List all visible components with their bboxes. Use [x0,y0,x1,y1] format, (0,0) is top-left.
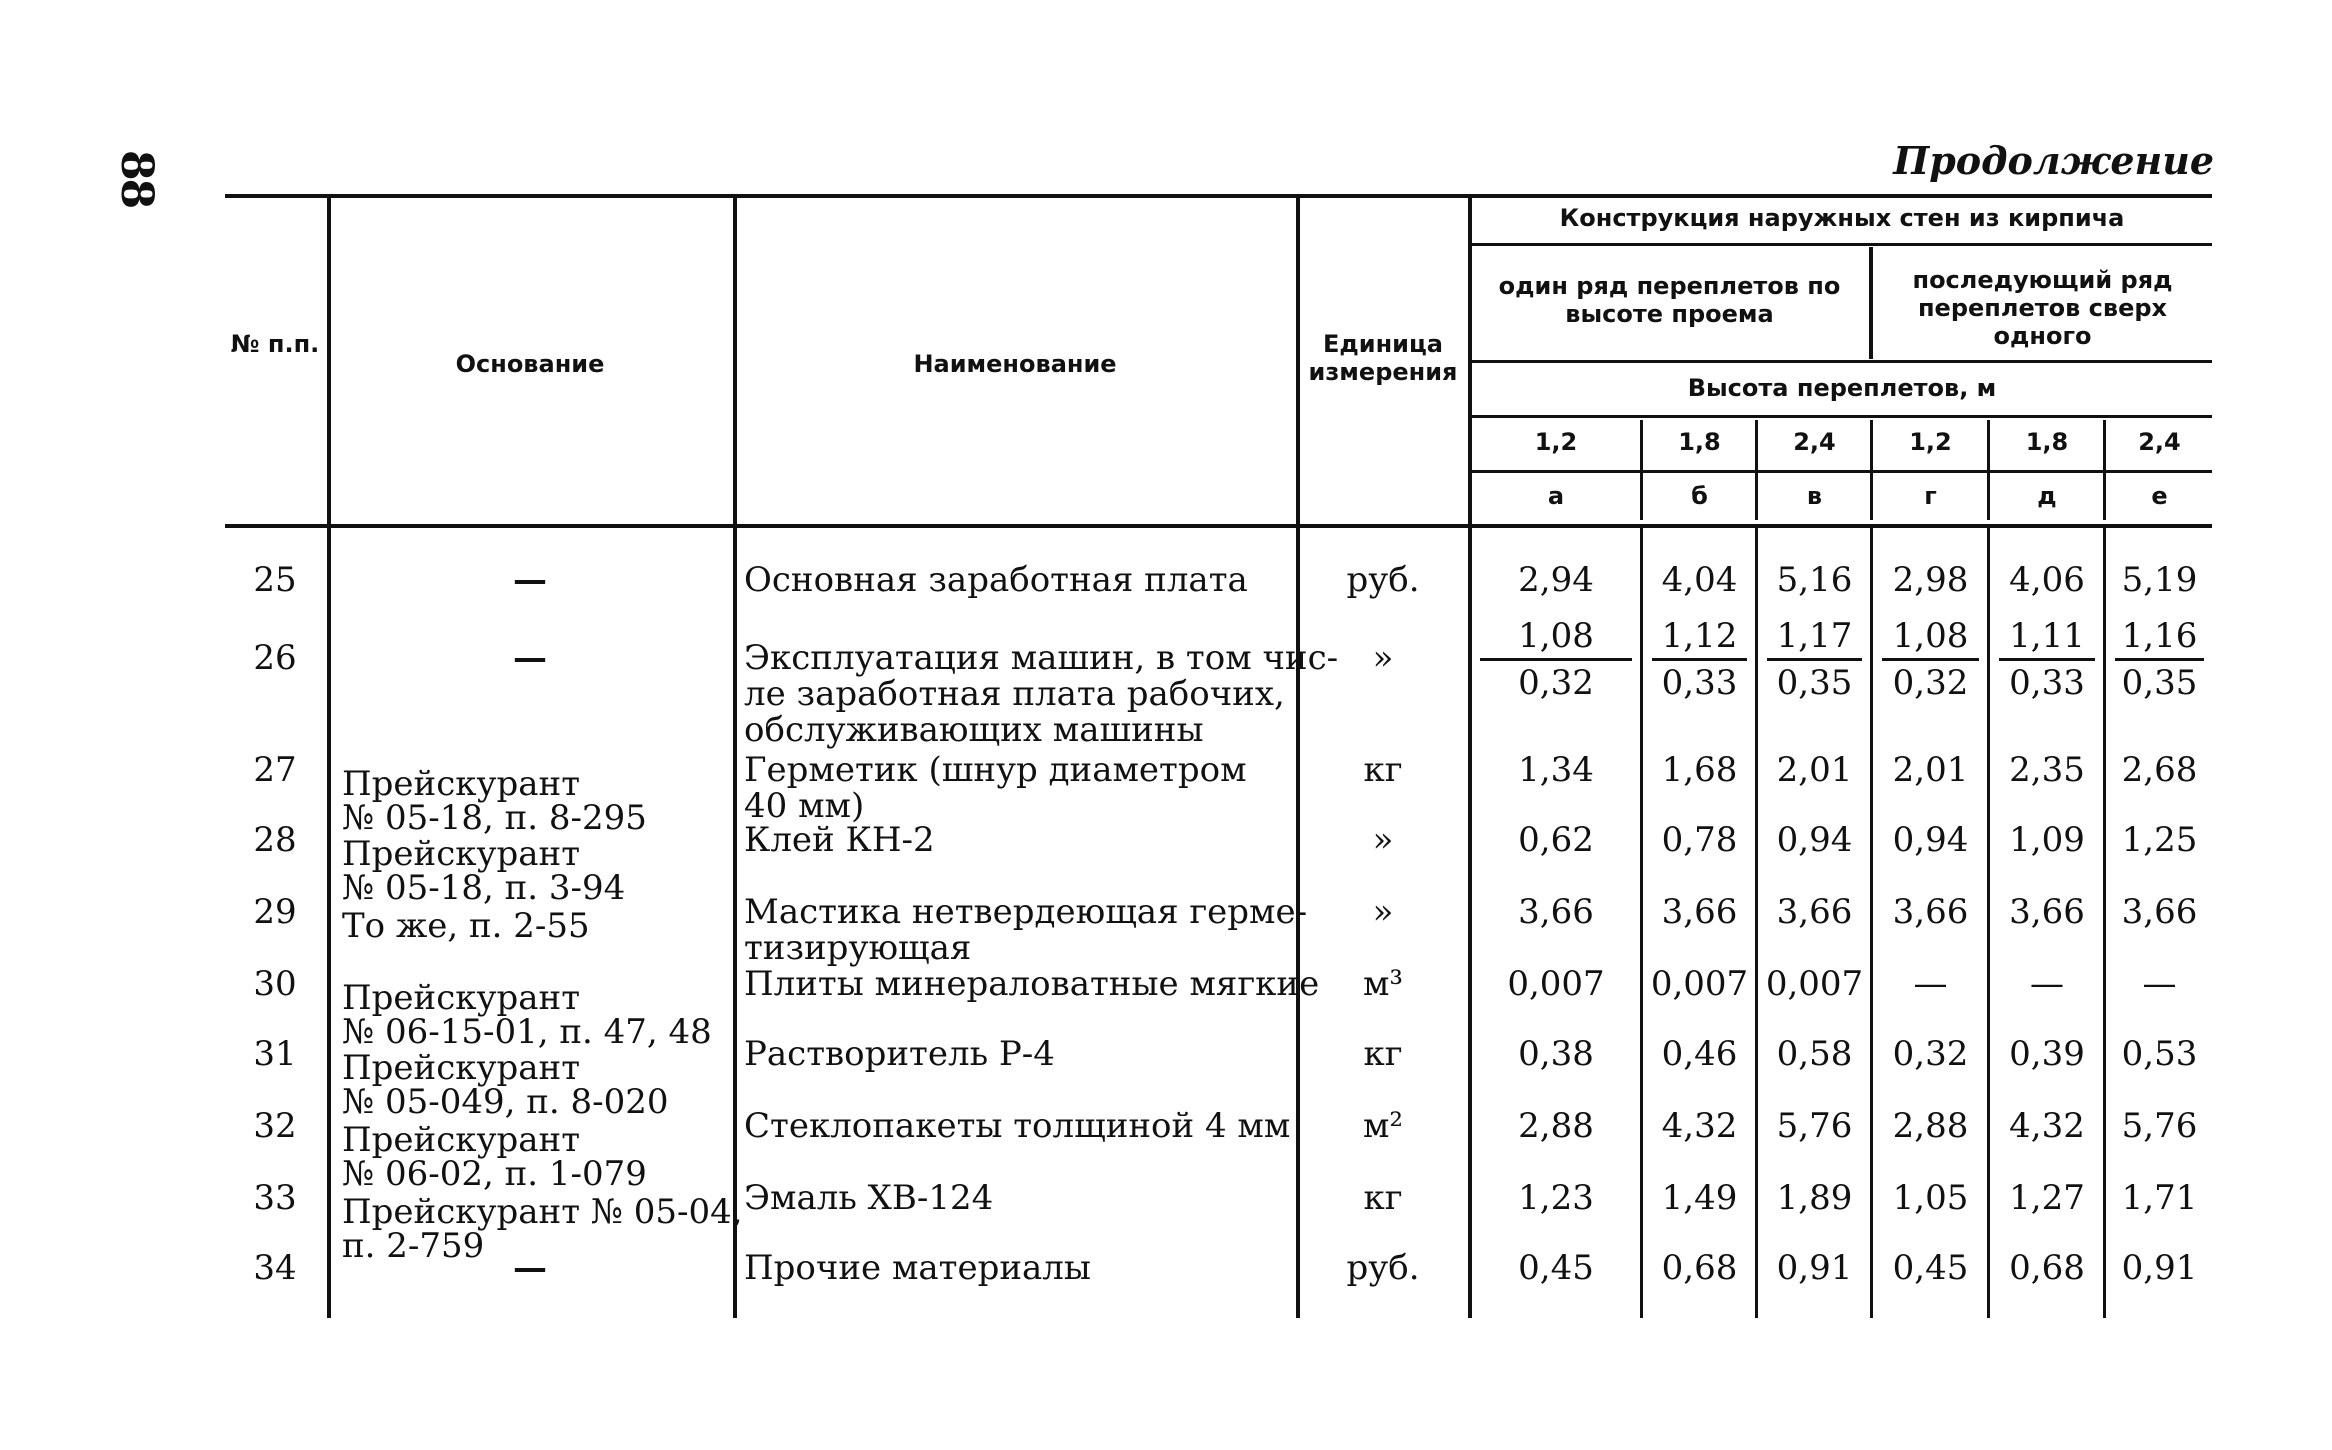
row-value: 2,98 [1892,560,1969,600]
fraction-denominator: 0,33 [2009,663,2085,703]
header-no: № п.п. [230,330,320,358]
row-name: Стеклопакеты толщиной 4 мм [744,1106,1291,1146]
row-value: 0,45 [1518,1248,1594,1288]
row-basis: Прейскурант [342,978,580,1018]
row-basis: № 06-02, п. 1-079 [342,1154,647,1194]
row-value: 1,23 [1518,1178,1594,1218]
header-height-value: 1,8 [2025,428,2069,456]
fraction-numerator: 1,08 [1518,616,1594,656]
row-name: Клей КН-2 [744,820,935,860]
row-value: 0,39 [2009,1034,2085,1074]
row-value-fraction [1999,618,2095,701]
row-value: 0,94 [1892,820,1969,860]
row-number: 31 [253,1034,297,1074]
fraction-numerator: 1,16 [2121,616,2198,656]
page-number: 88 [111,150,162,208]
fraction-denominator: 0,35 [1776,663,1853,703]
row-unit: м³ [1362,964,1404,1004]
row-value: 0,007 [1650,964,1749,1004]
row-basis: То же, п. 2-55 [342,906,590,946]
row-name: Растворитель Р-4 [744,1034,1055,1074]
fraction-numerator: 1,17 [1776,616,1853,656]
row-basis: Прейскурант [342,764,580,804]
row-value: 1,71 [2121,1178,2198,1218]
row-unit: кг [1363,1178,1403,1218]
row-basis: № 05-18, п. 8-295 [342,798,647,838]
row-value: 0,68 [1661,1248,1738,1288]
continuation-label: Продолжение [1893,138,2214,183]
fraction-denominator: 0,33 [1661,663,1738,703]
row-value: 0,46 [1661,1034,1738,1074]
row-value: 4,06 [2009,560,2085,600]
row-number: 32 [253,1106,297,1146]
fraction-bar [2115,658,2204,661]
header-unit: Единица измерения [1308,330,1458,386]
header-height-value: 1,2 [1534,428,1578,456]
header-column-letter: е [2151,482,2168,510]
row-value: 1,68 [1661,750,1738,790]
row-unit: руб. [1346,1248,1420,1288]
header-basis: Основание [455,350,605,378]
row-value: 2,68 [2121,750,2198,790]
table-header-rule [225,524,2212,528]
row-value: 0,91 [1776,1248,1853,1288]
header-column-letter: а [1547,482,1565,510]
fraction-bar [1767,658,1862,661]
row-value: 0,78 [1661,820,1738,860]
rule-construction [1470,243,2212,246]
row-value: 0,91 [2121,1248,2198,1288]
row-name: Мастика нетвердеющая герме- [744,892,1308,932]
row-basis: Прейскурант № 05-04, [342,1192,743,1232]
row-basis: № 05-18, п. 3-94 [342,868,626,908]
value-column-divider [1987,420,1990,520]
row-basis: № 05-049, п. 8-020 [342,1082,669,1122]
row-basis: Прейскурант [342,1120,580,1160]
row-name: тизирующая [744,928,972,968]
row-number: 26 [253,638,297,678]
row-basis: п. 2-759 [342,1226,485,1266]
row-basis: — [513,638,547,678]
row-value: 2,01 [1776,750,1853,790]
fraction-bar [1882,658,1979,661]
row-value: 3,66 [2009,892,2085,932]
value-column-divider [1755,528,1758,1318]
row-value: 5,19 [2121,560,2198,600]
value-column-divider [2103,420,2106,520]
row-value: 1,89 [1776,1178,1853,1218]
row-value: 0,007 [1507,964,1605,1004]
row-name: Герметик (шнур диаметром [744,750,1247,790]
value-column-divider [1870,420,1873,520]
row-value: 3,66 [1661,892,1738,932]
row-value: 0,38 [1518,1034,1594,1074]
row-number: 30 [253,964,297,1004]
value-column-divider [1870,528,1873,1318]
header-column-letter: в [1806,482,1823,510]
row-number: 25 [253,560,297,600]
value-column-divider [1640,420,1643,520]
row-name: обслуживающих машины [744,710,1204,750]
fraction-numerator: 1,12 [1661,616,1738,656]
row-number: 29 [253,892,297,932]
row-value: — [2142,964,2177,1004]
row-value: 4,32 [2009,1106,2085,1146]
header-height-value: 1,2 [1909,428,1952,456]
row-value: 5,76 [2121,1106,2198,1146]
rule-height [1470,415,2212,418]
row-unit: кг [1363,1034,1403,1074]
row-value: 5,16 [1776,560,1853,600]
row-value: 0,32 [1892,1034,1969,1074]
row-basis: Прейскурант [342,1048,580,1088]
row-unit: » [1372,638,1394,678]
row-name: Плиты минераловатные мягкие [744,964,1320,1004]
row-value: 0,62 [1518,820,1594,860]
row-unit: » [1372,820,1394,860]
value-column-divider [1755,420,1758,520]
row-value: 1,25 [2121,820,2198,860]
row-value-fraction [1767,618,1862,701]
header-column-letter: б [1691,482,1708,510]
row-value: — [1913,964,1948,1004]
row-value: 2,88 [1518,1106,1594,1146]
row-value: 1,27 [2009,1178,2085,1218]
row-unit: кг [1363,750,1403,790]
fraction-bar [1480,658,1632,661]
value-column-divider [1640,528,1643,1318]
header-height-value: 2,4 [1793,428,1836,456]
row-value: 0,007 [1765,964,1864,1004]
row-basis: № 06-15-01, п. 47, 48 [342,1012,712,1052]
row-value: 5,76 [1776,1106,1853,1146]
row-unit: м² [1362,1106,1404,1146]
row-basis: — [513,1248,547,1288]
header-height-value: 2,4 [2138,428,2181,456]
row-value-fraction [2115,618,2204,701]
row-number: 34 [253,1248,297,1288]
row-value: 3,66 [1776,892,1853,932]
row-name: Основная заработная плата [744,560,1248,600]
row-number: 28 [253,820,297,860]
value-column-divider [1987,528,1990,1318]
fraction-bar [1652,658,1747,661]
row-value-fraction [1882,618,1979,701]
row-value: 1,05 [1892,1178,1969,1218]
row-value: 4,32 [1661,1106,1738,1146]
fraction-numerator: 1,08 [1892,616,1969,656]
row-value: 2,01 [1892,750,1969,790]
fraction-bar [1999,658,2095,661]
header-height: Высота переплетов, м [1687,374,1997,402]
row-value: 4,04 [1661,560,1738,600]
row-value: 0,58 [1776,1034,1853,1074]
header-group1: один ряд переплетов по высоте проема [1498,272,1841,328]
row-value: 1,09 [2009,820,2085,860]
table-top-rule [225,194,2212,198]
row-value: 0,45 [1892,1248,1969,1288]
row-value: 0,94 [1776,820,1853,860]
row-number: 33 [253,1178,297,1218]
header-column-letter: г [1924,482,1937,510]
header-column-letter: д [2037,482,2057,510]
row-value: 2,88 [1892,1106,1969,1146]
row-number: 27 [253,750,297,790]
row-unit: » [1372,892,1394,932]
row-basis: — [513,560,547,600]
header-group2: последующий ряд переплетов сверх одного [1912,266,2173,350]
row-value: — [2030,964,2064,1004]
row-value: 1,34 [1518,750,1594,790]
row-name: Эмаль ХВ-124 [744,1178,994,1218]
row-unit: руб. [1346,560,1420,600]
row-value: 0,53 [2121,1034,2198,1074]
header-name: Наименование [913,350,1117,378]
fraction-denominator: 0,35 [2121,663,2198,703]
row-name: 40 мм) [744,786,865,826]
row-value: 0,68 [2009,1248,2085,1288]
fraction-denominator: 0,32 [1518,663,1594,703]
header-height-value: 1,8 [1678,428,1721,456]
row-name: Эксплуатация машин, в том чис- [744,638,1339,678]
rule-height-values [1470,470,2212,473]
row-value: 2,94 [1518,560,1594,600]
row-value: 1,49 [1661,1178,1738,1218]
row-value-fraction [1652,618,1747,701]
value-column-divider [2103,528,2106,1318]
header-construction: Конструкция наружных стен из кирпича [1559,204,2125,232]
row-value-fraction [1480,618,1632,701]
row-value: 2,35 [2009,750,2085,790]
row-name: ле заработная плата рабочих, [744,674,1285,714]
fraction-denominator: 0,32 [1892,663,1969,703]
rule-group [1470,360,2212,363]
row-value: 3,66 [1892,892,1969,932]
fraction-numerator: 1,11 [2009,616,2085,656]
row-value: 3,66 [2121,892,2198,932]
row-basis: Прейскурант [342,834,580,874]
row-name: Прочие материалы [744,1248,1091,1288]
row-value: 3,66 [1518,892,1594,932]
